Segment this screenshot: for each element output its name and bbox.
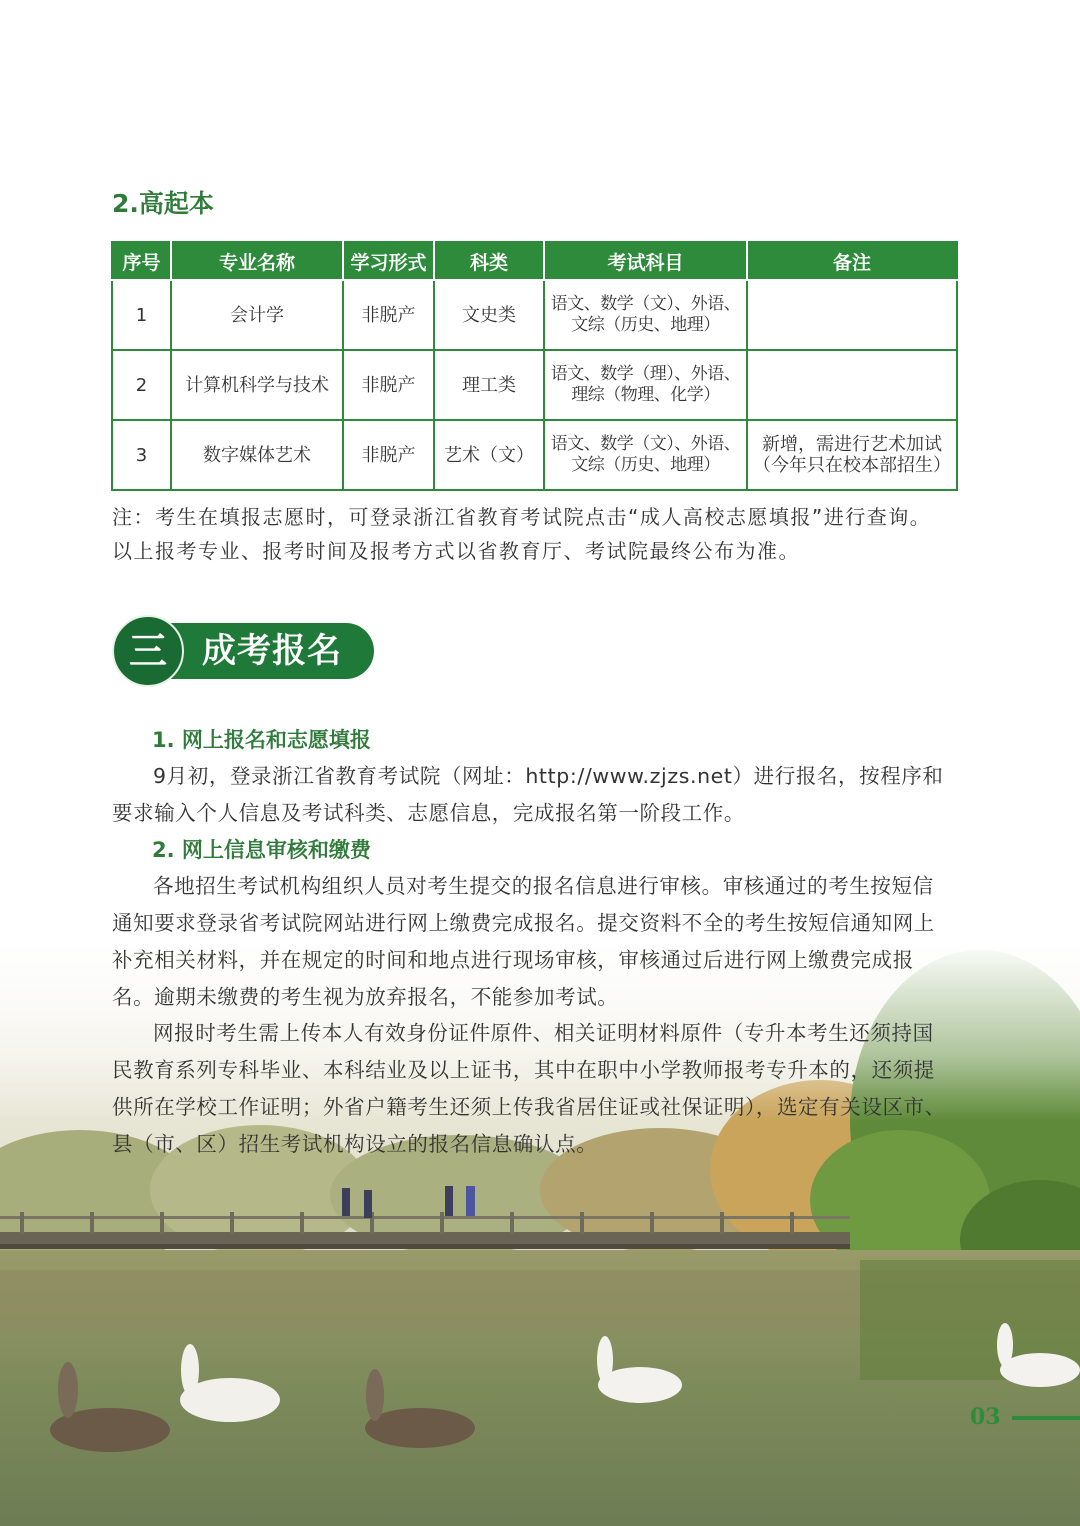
cell-subjects	[544, 420, 747, 490]
table-footnote: 注：考生在填报志愿时，可登录浙江省教育考试院点击“成人高校志愿填报”进行查询。以上报考专业、报考时间及报考方式以省教育厅、考试院最终公布为准。	[112, 505, 932, 563]
note-line-2: （今年只在校本部招生）	[753, 455, 951, 476]
cell-category: 艺术（文）	[434, 420, 544, 490]
subjects-line-2: 文综（历史、地理）	[571, 315, 720, 335]
subjects-line-1: 语文、数学（文）、外语、	[550, 434, 741, 454]
header-mode: 学习形式	[343, 242, 434, 280]
header-category: 科类	[434, 242, 544, 280]
cell-major: 会计学	[171, 280, 343, 350]
cell-no: 1	[112, 280, 171, 350]
header-major: 专业名称	[171, 242, 343, 280]
section-3-badge	[112, 615, 374, 687]
header-no: 序号	[112, 242, 171, 280]
cell-note	[747, 420, 957, 490]
subjects-line-1: 语文、数学（文）、外语、	[550, 294, 741, 314]
subjects-line-2: 理综（物理、化学）	[571, 385, 720, 405]
cell-mode: 非脱产	[343, 350, 434, 420]
header-note: 备注	[747, 242, 957, 280]
section-2-title: 2.高起本	[112, 189, 214, 218]
subsection-1-paragraph: 9月初，登录浙江省教育考试院（网址：http://www.zjzs.net）进行报名，按程序和要求输入个人信息及考试科类、志愿信息，完成报名第一阶段工作。	[112, 764, 944, 825]
page-number-rule	[1012, 1416, 1080, 1420]
header-subjects: 考试科目	[544, 242, 747, 280]
cell-no: 2	[112, 350, 171, 420]
program-table	[111, 241, 958, 491]
page-number: 03	[970, 1404, 1001, 1430]
section-3-title: 成考报名	[202, 631, 342, 671]
cell-no: 3	[112, 420, 171, 490]
subsection-2-paragraph-2: 网报时考生需上传本人有效身份证件原件、相关证明材料原件（专升本考生还须持国民教育系列专科毕业、本科结业及以上证书，其中在职中小学教师报考专升本的，还须提供所在学校工作证明；外省户籍考生还须上传我省居住证或社保证明），选定有关设区市、县（市、区）招生考试机构设立的报名信息确认点。	[112, 1021, 946, 1156]
cell-subjects	[544, 350, 747, 420]
table-row	[112, 420, 957, 490]
table-row	[112, 350, 957, 420]
cell-major: 数字媒体艺术	[171, 420, 343, 490]
subjects-line-2: 文综（历史、地理）	[571, 455, 720, 475]
table-header-row	[112, 242, 957, 280]
section-number: 三	[112, 615, 184, 687]
subsection-2-title: 2. 网上信息审核和缴费	[152, 838, 371, 862]
cell-note	[747, 280, 957, 350]
subjects-line-1: 语文、数学（理）、外语、	[550, 364, 741, 384]
cell-major: 计算机科学与技术	[171, 350, 343, 420]
subsection-1-title: 1. 网上报名和志愿填报	[152, 728, 371, 752]
note-line-1: 新增，需进行艺术加试	[762, 434, 942, 455]
cell-category: 文史类	[434, 280, 544, 350]
table-row	[112, 280, 957, 350]
cell-subjects	[544, 280, 747, 350]
subsection-2-paragraph-1: 各地招生考试机构组织人员对考生提交的报名信息进行审核。审核通过的考生按短信通知要求登录省考试院网站进行网上缴费完成报名。提交资料不全的考生按短信通知网上补充相关材料，并在规定的时间和地点进行现场审核，审核通过后进行网上缴费完成报名。逾期未缴费的考生视为放弃报名，不能参加考试。	[112, 874, 935, 1009]
cell-mode: 非脱产	[343, 280, 434, 350]
cell-mode: 非脱产	[343, 420, 434, 490]
cell-category: 理工类	[434, 350, 544, 420]
cell-note	[747, 350, 957, 420]
